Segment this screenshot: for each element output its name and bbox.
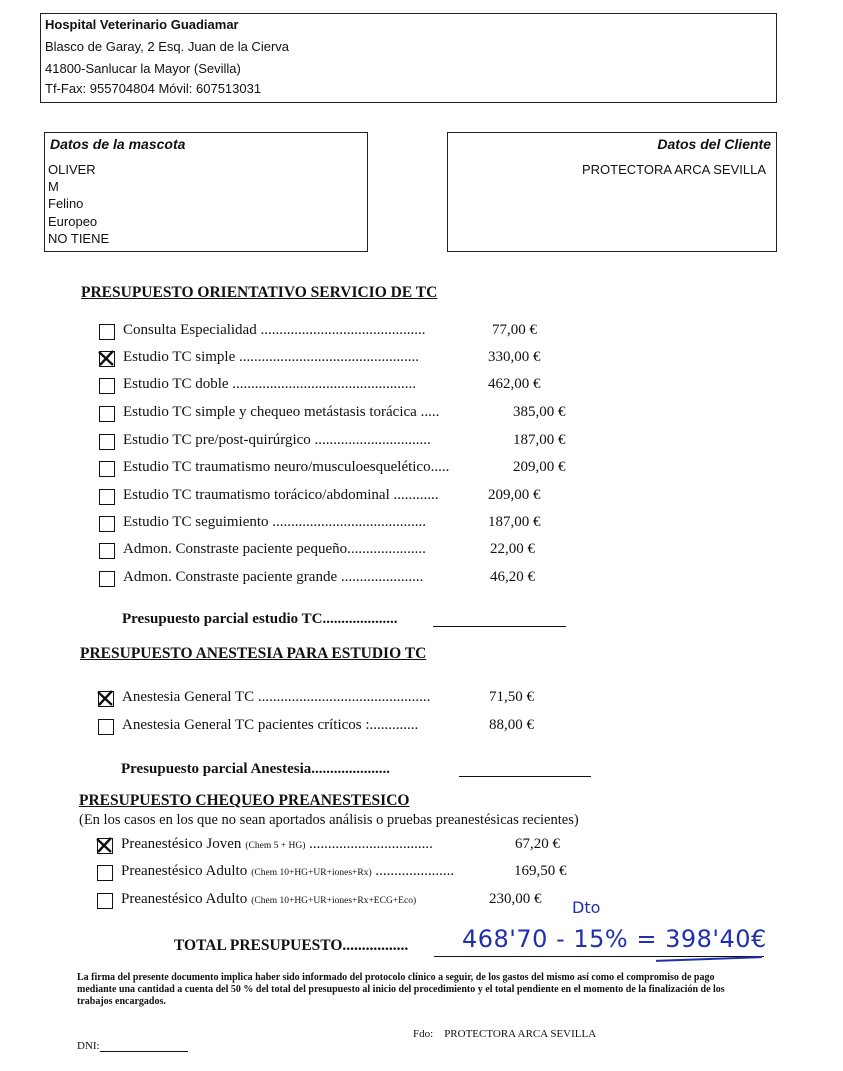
anesthesia-item-label: Anestesia General TC pacientes críticos :............. [122, 717, 419, 733]
checkbox[interactable] [97, 865, 113, 881]
handwritten-discount-note: Dto [572, 898, 601, 917]
legal-text: La firma del presente documento implica haber sido informado del protocolo clínico a seguir, de los gastos del mismo así como el compromiso de pago mediante una cantidad a cuenta del 50 % del total del presupuesto al inicio del procedimiento y el total pendiente en el momento de la finalización de los trabajos encargados. [77, 972, 725, 1007]
anesthesia-item-price: 71,50 € [489, 689, 534, 705]
tc-item-label: Estudio TC simple y chequeo metástasis torácica ..... [123, 404, 440, 420]
anesthesia-section-title: PRESUPUESTO ANESTESIA PARA ESTUDIO TC [80, 645, 427, 662]
total-label: TOTAL PRESUPUESTO................. [174, 937, 409, 954]
checkbox-checked[interactable] [99, 351, 115, 367]
preanest-item-name: Preanestésico Adulto [121, 863, 248, 879]
tc-item-label: Estudio TC doble ................................................. [123, 376, 417, 392]
tc-item-price: 209,00 € [488, 487, 541, 503]
pet-chip: NO TIENE [48, 231, 110, 246]
pet-sex: M [48, 179, 59, 194]
tc-item-label: Consulta Especialidad ............................................ [123, 322, 426, 338]
signature-name: PROTECTORA ARCA SEVILLA [444, 1028, 597, 1040]
preanest-item-dots: ................................. [305, 836, 433, 852]
hospital-address: Blasco de Garay, 2 Esq. Juan de la Cierva [45, 39, 289, 54]
anesthesia-subtotal-line [459, 776, 591, 777]
checkbox[interactable] [99, 324, 115, 340]
preanest-section-title: PRESUPUESTO CHEQUEO PREANESTESICO [79, 792, 410, 809]
tc-item-label: Admon. Constraste paciente pequeño..................... [123, 541, 426, 557]
preanest-item-price: 67,20 € [515, 836, 560, 852]
preanest-item-detail: (Chem 10+HG+UR+iones+Rx) [251, 868, 372, 878]
hospital-name: Hospital Veterinario Guadiamar [45, 17, 239, 32]
tc-subtotal-line [433, 626, 566, 627]
tc-section-title: PRESUPUESTO ORIENTATIVO SERVICIO DE TC [81, 284, 438, 301]
handwritten-total: 468'70 - 15% = 398'40€ [462, 925, 767, 953]
handwritten-underline [656, 956, 762, 962]
checkbox[interactable] [99, 489, 115, 505]
tc-item-label: Estudio TC simple ................................................ [123, 349, 419, 365]
dni-label: DNI: [77, 1040, 100, 1052]
dni-line [100, 1051, 188, 1052]
preanest-item-detail: (Chem 5 + HG) [245, 841, 306, 851]
hospital-header-box [40, 13, 777, 103]
checkbox[interactable] [99, 461, 115, 477]
check-mark-icon [97, 349, 115, 367]
preanest-item-detail: (Chem 10+HG+UR+iones+Rx+ECG+Eco) [251, 896, 417, 906]
signature-label: Fdo: [413, 1028, 434, 1040]
preanest-item-name: Preanestésico Joven [121, 836, 242, 852]
anesthesia-item-label: Anestesia General TC .............................................. [122, 689, 431, 705]
pet-species: Felino [48, 196, 84, 211]
preanest-item-price: 230,00 € [489, 891, 542, 907]
checkbox[interactable] [99, 378, 115, 394]
hospital-phone: Tf-Fax: 955704804 Móvil: 607513031 [45, 81, 262, 96]
check-mark-icon [95, 836, 113, 854]
tc-item-price: 209,00 € [513, 459, 566, 475]
anesthesia-item-price: 88,00 € [489, 717, 534, 733]
preanest-item-name: Preanestésico Adulto [121, 891, 248, 907]
tc-item-price: 187,00 € [488, 514, 541, 530]
hospital-city: 41800-Sanlucar la Mayor (Sevilla) [45, 61, 241, 76]
checkbox[interactable] [99, 516, 115, 532]
tc-item-price: 77,00 € [492, 322, 537, 338]
signature-line [413, 1028, 596, 1040]
client-data-box [447, 132, 777, 252]
tc-item-price: 187,00 € [513, 432, 566, 448]
tc-item-label: Estudio TC seguimiento ......................................... [123, 514, 427, 530]
check-mark-icon [96, 689, 114, 707]
preanest-note: (En los casos en los que no sean aportados análisis o pruebas preanestésicas recientes) [79, 812, 579, 828]
tc-subtotal-label: Presupuesto parcial estudio TC.................... [122, 611, 398, 627]
tc-item-price: 330,00 € [488, 349, 541, 365]
checkbox[interactable] [99, 571, 115, 587]
checkbox[interactable] [99, 406, 115, 422]
tc-item-label: Admon. Constraste paciente grande ...................... [123, 569, 424, 585]
tc-item-price: 22,00 € [490, 541, 535, 557]
preanest-item-label [121, 863, 454, 880]
client-name: PROTECTORA ARCA SEVILLA [582, 162, 766, 177]
checkbox[interactable] [98, 719, 114, 735]
tc-item-price: 462,00 € [488, 376, 541, 392]
tc-item-price: 46,20 € [490, 569, 535, 585]
preanest-item-price: 169,50 € [514, 863, 567, 879]
tc-item-label: Estudio TC traumatismo torácico/abdominal ............ [123, 487, 439, 503]
checkbox[interactable] [99, 543, 115, 559]
checkbox[interactable] [99, 434, 115, 450]
tc-item-label: Estudio TC pre/post-quirúrgico ............................... [123, 432, 431, 448]
pet-box-title: Datos de la mascota [50, 136, 186, 152]
pet-name: OLIVER [48, 162, 96, 177]
checkbox[interactable] [97, 893, 113, 909]
pet-data-box [44, 132, 368, 252]
preanest-item-dots: ..................... [371, 863, 455, 879]
pet-breed: Europeo [48, 214, 98, 229]
client-box-title: Datos del Cliente [657, 136, 771, 152]
anesthesia-subtotal-label: Presupuesto parcial Anestesia..................... [121, 761, 391, 777]
preanest-item-label [121, 891, 416, 908]
tc-item-price: 385,00 € [513, 404, 566, 420]
tc-item-label: Estudio TC traumatismo neuro/musculoesquelético..... [123, 459, 450, 475]
checkbox-checked[interactable] [98, 691, 114, 707]
preanest-item-label [121, 836, 433, 853]
checkbox-checked[interactable] [97, 838, 113, 854]
